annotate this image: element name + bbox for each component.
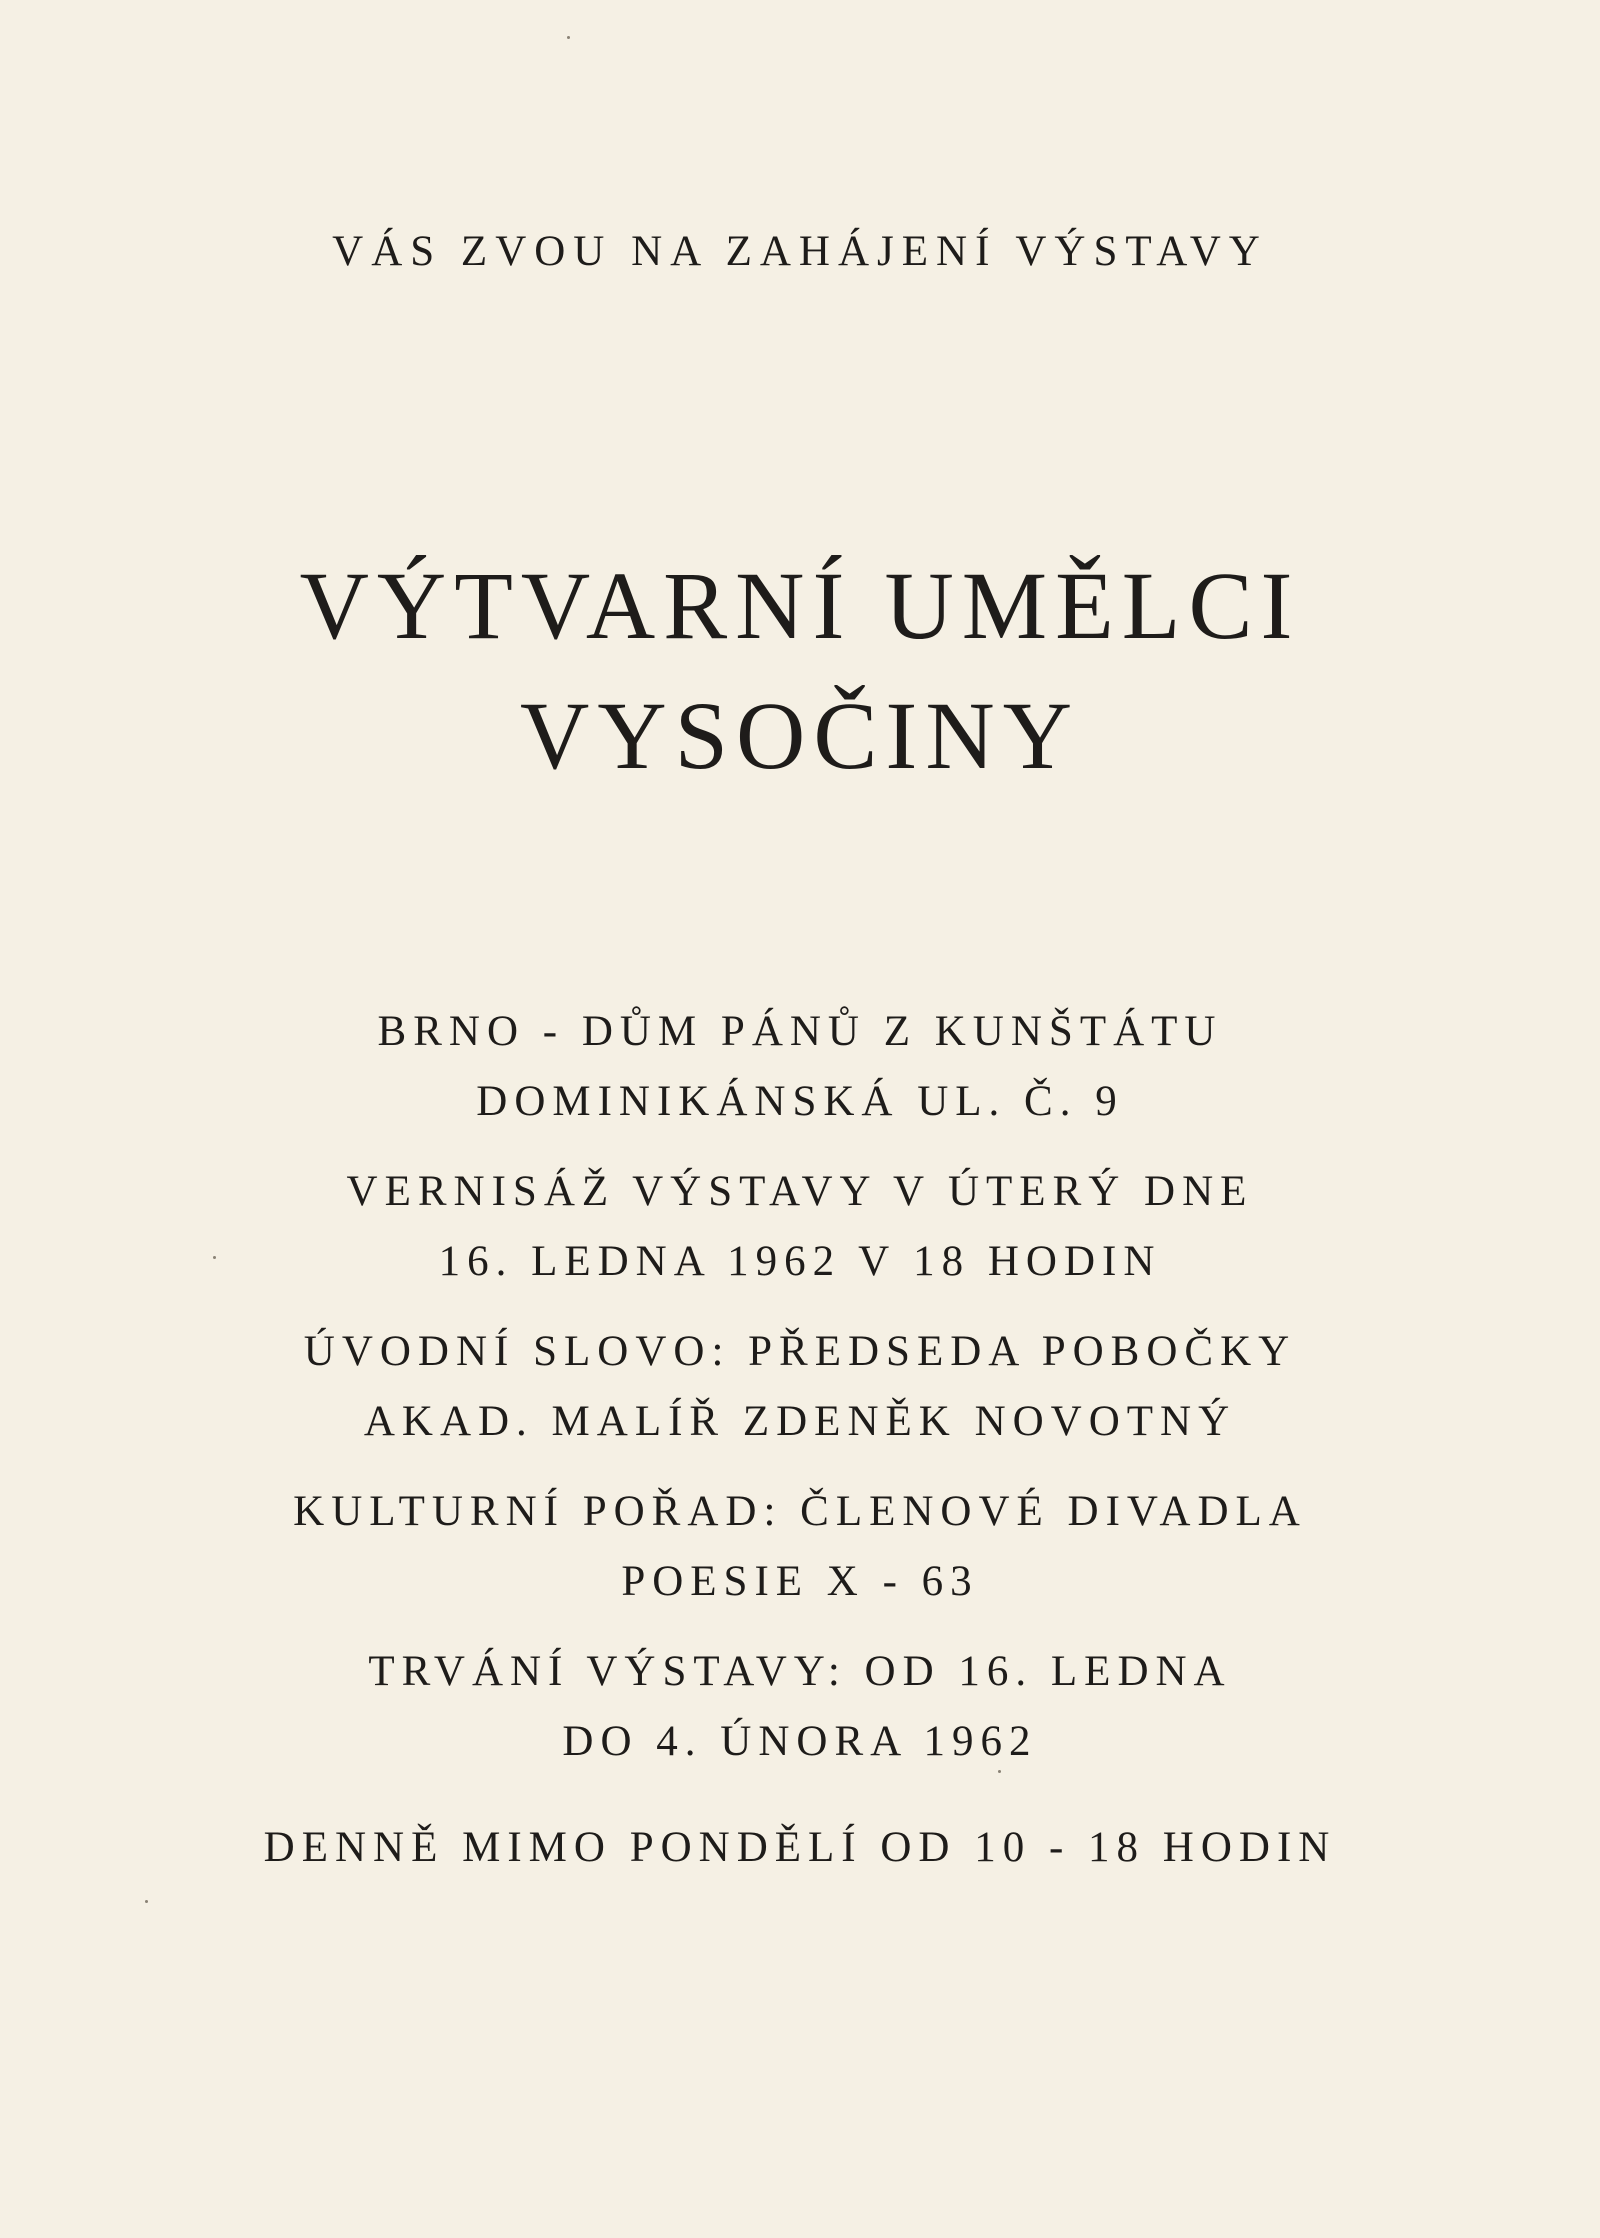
venue-line: BRNO - DŮM PÁNŮ Z KUNŠTÁTU (377, 1008, 1223, 1055)
exhibition-title-line-1: VÝTVARNÍ UMĚLCI (299, 552, 1301, 659)
theatre-name-line: POESIE X - 63 (621, 1558, 979, 1605)
paper-speck (998, 1770, 1001, 1773)
duration-line: TRVÁNÍ VÝSTAVY: OD 16. LEDNA (368, 1648, 1232, 1695)
speaker-line: AKAD. MALÍŘ ZDENĚK NOVOTNÝ (363, 1398, 1237, 1445)
paper-speck (213, 1256, 216, 1259)
vernissage-date-line: 16. LEDNA 1962 V 18 HODIN (438, 1238, 1162, 1285)
vernissage-line: VERNISÁŽ VÝSTAVY V ÚTERÝ DNE (346, 1168, 1254, 1215)
address-line: DOMINIKÁNSKÁ UL. Č. 9 (476, 1078, 1124, 1125)
opening-speech-line: ÚVODNÍ SLOVO: PŘEDSEDA POBOČKY (303, 1328, 1297, 1375)
paper-speck (145, 1900, 148, 1903)
duration-end-line: DO 4. ÚNORA 1962 (562, 1718, 1038, 1765)
opening-hours-line: DENNĚ MIMO PONDĚLÍ OD 10 - 18 HODIN (263, 1824, 1337, 1871)
exhibition-title-line-2: VYSOČINY (519, 682, 1081, 789)
paper-speck (567, 36, 570, 39)
cultural-program-line: KULTURNÍ POŘAD: ČLENOVÉ DIVADLA (293, 1488, 1307, 1535)
intro-text: VÁS ZVOU NA ZAHÁJENÍ VÝSTAVY (332, 228, 1268, 275)
